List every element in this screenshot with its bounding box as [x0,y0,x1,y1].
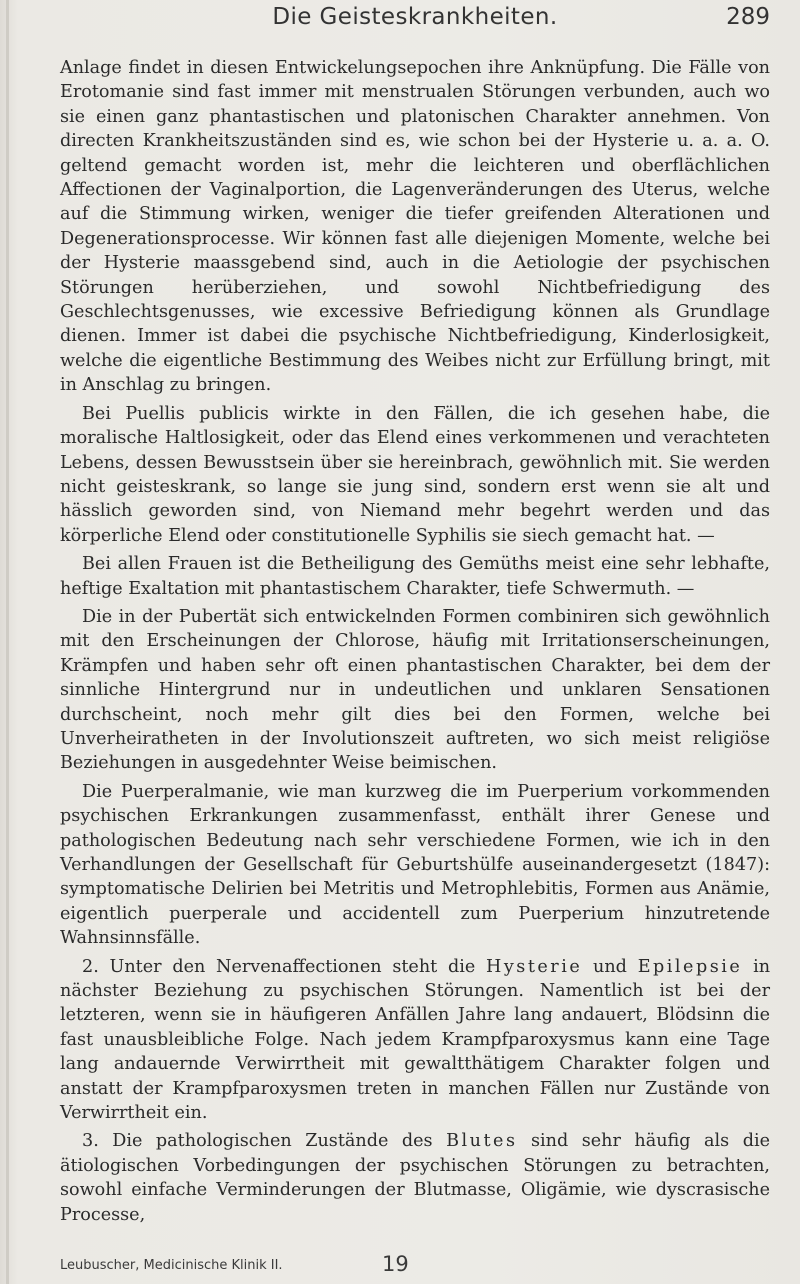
running-header [60,4,770,40]
paragraph-2: Bei Puellis publicis wirkte in den Fällen, die ich gesehen habe, die moralische Haltlosigkeit, oder das Elend eines verkommenen und verachteten Lebens, dessen Bewusstsein über sie hereinbrach, gewöhnlich mit. Sie werden nicht geisteskrank, so lange sie jung sind, sondern erst wenn sie alt und hässlich geworden sind, von Niemand mehr begehrt werden und das körperliche Elend oder constitutionelle Syphilis sie siech gemacht hat. — [60,403,770,546]
page-spine-shadow [6,0,9,1284]
term-epilepsie: Epilepsie [637,956,743,977]
paragraph-6-text-c: in nächster Beziehung zu psychischen Störungen. Namentlich ist bei der letzteren, wenn sie in häufigeren Anfällen Jahre lang andauert, Blödsinn die fast unausbleibliche Folge. Nach jedem Krampfparoxysmus kann eine Tage lang andauernde Verwirrtheit mit gewaltthätigem Charakter folgen und anstatt der Krampfparoxysmen treten in manchen Fällen nur Zustände von Verwirrtheit ein. [60,956,771,1124]
term-blutes: Blutes [446,1131,518,1152]
paragraph-7 [60,1129,770,1227]
paragraph-6 [60,955,770,1126]
paragraph-1: Anlage findet in diesen Entwickelungsepochen ihre Anknüpfung. Die Fälle von Erotomanie sind fast immer mit menstrualen Störungen verbunden, auch wo sie einen ganz phantastischen und platonischen Charakter annehmen. Von directen Krankheitszuständen sind es, wie schon bei der Hysterie u. a. a. O. geltend gemacht worden ist, mehr die leichteren und oberflächlichen Affectionen der Vaginalportion, die Lagenveränderungen des Uterus, welche auf die Stimmung wirken, weniger die tiefer greifenden Alterationen und Degenerationsprocesse. Wir können fast alle diejenigen Momente, welche bei der Hysterie maassgebend sind, auch in die Aetiologie der psychischen Störungen herüberziehen, und sowohl Nichtbefriedigung des Geschlechtsgenusses, wie excessive Befriedigung können als Grundlage dienen. Immer ist dabei die psychische Nichtbefriedigung, Kinderlosigkeit, welche die eigentliche Bestimmung des Weibes nicht zur Erfüllung bringt, mit in Anschlag zu bringen. [60,58,770,396]
paragraph-6-text-b: und [593,956,627,977]
paragraph-4: Die in der Pubertät sich entwickelnden Formen combiniren sich gewöhnlich mit den Erscheinungen der Chlorose, häufig mit Irritationserscheinungen, Krämpfen und haben sehr oft einen phantastischen Charakter, bei dem der sinnliche Hintergrund nur in undeutlichen und unklaren Sensationen durchscheint, noch mehr gilt dies bei den Formen, welche bei Unverheiratheten in der Involutionszeit auftreten, wo sich meist religiöse Beziehungen in ausgedehnter Weise beimischen. [60,606,770,774]
paragraph-6-text-a: 2. Unter den Nervenaffectionen steht die [82,956,476,977]
body-text [60,56,770,1231]
paragraph-3: Bei allen Frauen ist die Betheiligung des Gemüths meist eine sehr lebhafte, heftige Exaltation mit phantastischem Charakter, tiefe Schwermuth. — [60,554,770,599]
term-hysterie: Hysterie [486,956,583,977]
page-footer [60,1252,770,1280]
footer-reference: Leubuscher, Medicinische Klinik II. [60,1258,283,1273]
paragraph-7-text-b: sind sehr häufig als die ätiologischen Vorbedingungen der psychischen Störungen zu betrachten, sowohl einfache Verminderungen der Blutmasse, Oligämie, wie dyscrasische Processe, [60,1131,770,1225]
paragraph-7-text-a: 3. Die pathologischen Zustände des [82,1131,433,1152]
running-title: Die Geisteskrankheiten. [272,4,558,30]
paragraph-5: Die Puerperalmanie, wie man kurzweg die im Puerperium vorkommenden psychischen Erkrankungen zusammenfasst, enthält ihrer Genese und pathologischen Bedeutung nach sehr verschiedene Formen, wie ich in den Verhandlungen der Gesellschaft für Geburtshülfe auseinandergesetzt (1847): symptomatische Delirien bei Metritis und Metrophlebitis, Formen aus Anämie, eigentlich puerperale und accidentell zum Puerperium hinzutretende Wahnsinnsfälle. [60,781,770,949]
page-number: 289 [726,4,770,30]
signature-mark: 19 [382,1252,409,1276]
